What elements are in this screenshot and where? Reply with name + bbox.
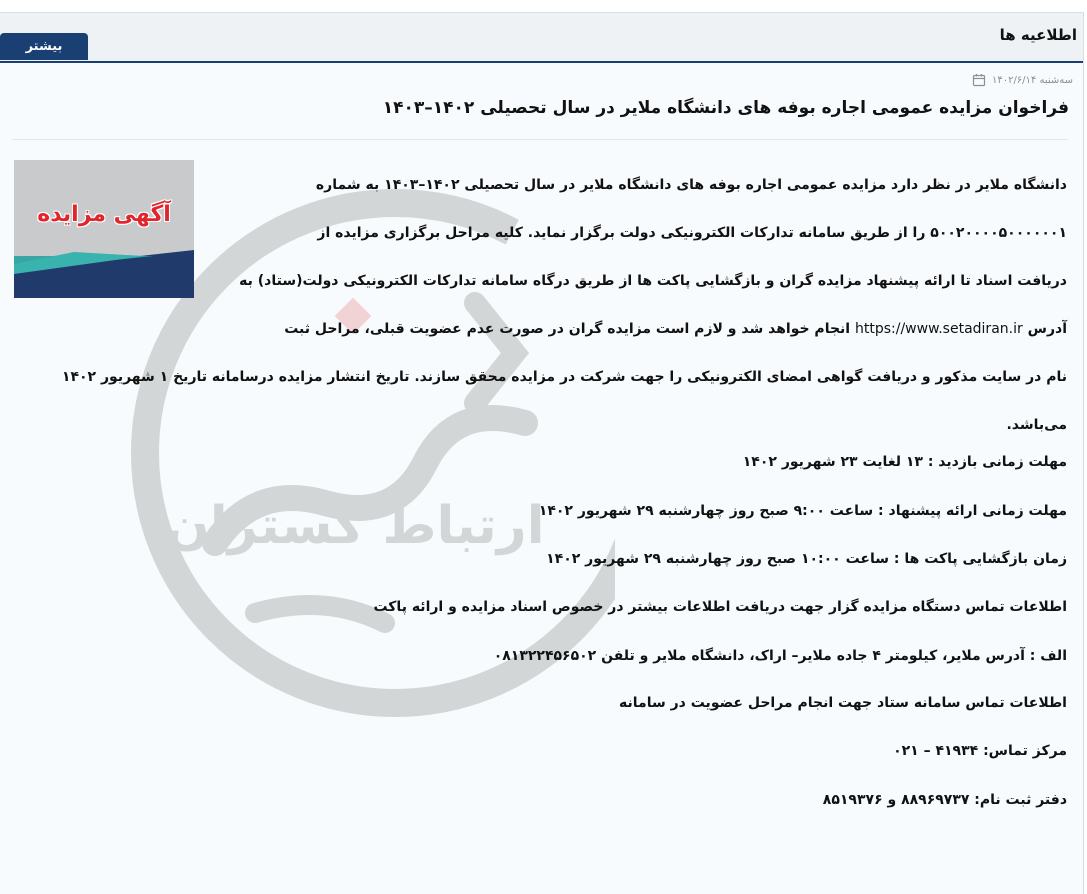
title-divider <box>12 139 1068 140</box>
contact-info-heading: اطلاعات تماس دستگاه مزایده گزار جهت دریافت اطلاعات بیشتر در خصوص اسناد مزایده و ارائه پاکت <box>373 599 1067 615</box>
post-body <box>11 161 1067 449</box>
visit-deadline: مهلت زمانی بازدید : ۱۳ لغایت ۲۳ شهریور ۱۴۰۲ <box>742 454 1067 470</box>
paragraph-line-2: ۵۰۰۲۰۰۰۰۵۰۰۰۰۰۰۱ را از طریق سامانه تدارکات الکترونیکی دولت برگزار نماید. کلیه مراحل برگزاری مزایده از <box>317 225 1067 241</box>
paragraph-line-4-text: انجام خواهد شد و لازم است مزایده گران در صورت عدم عضویت قبلی، مراحل ثبت <box>284 321 851 337</box>
paragraph-line-3: دریافت اسناد تا ارائه پیشنهاد مزایده گران و بازگشایی پاکت ها از طریق درگاه سامانه تدارکات الکترونیکی دولت(ستاد) به <box>239 273 1067 289</box>
setad-contact-heading: اطلاعات تماس سامانه ستاد جهت انجام مراحل عضویت در سامانه <box>619 695 1067 711</box>
call-center: مرکز تماس: ۴۱۹۳۴ – ۰۲۱ <box>893 743 1067 759</box>
paragraph-line-1: دانشگاه ملایر در نظر دارد مزایده عمومی اجاره بوفه های دانشگاه ملایر در سال تحصیلی ۱۴۰۲–۱۴۰۳ به شماره <box>315 177 1067 193</box>
address-label: آدرس <box>1027 321 1067 337</box>
more-button[interactable]: بیشتر <box>0 33 88 60</box>
university-address: الف : آدرس ملایر، کیلومتر ۴ جاده ملایر– اراک، دانشگاه ملایر و تلفن ۰۸۱۳۲۲۴۵۶۵۰۲ <box>493 648 1067 664</box>
panel-title: اطلاعیه ها <box>999 26 1077 44</box>
watermark-logo-text: ارتباط گستران <box>165 496 545 556</box>
paragraph-line-4 <box>195 305 1067 353</box>
thumbnail-caption: آگهی مزایده <box>37 202 171 227</box>
post-date-row <box>972 72 1073 88</box>
announcements-panel <box>0 12 1084 894</box>
proposal-deadline: مهلت زمانی ارائه پیشنهاد : ساعت ۹:۰۰ صبح روز چهارشنبه ۲۹ شهریور ۱۴۰۲ <box>538 503 1067 519</box>
calendar-icon <box>972 73 986 87</box>
registration-office: دفتر ثبت نام: ۸۸۹۶۹۷۳۷ و ۸۵۱۹۳۷۶ <box>822 792 1067 808</box>
opening-time: زمان بازگشایی پاکت ها : ساعت ۱۰:۰۰ صبح روز چهارشنبه ۲۹ شهریور ۱۴۰۲ <box>546 551 1067 567</box>
panel-header <box>0 13 1083 63</box>
post-title[interactable]: فراخوان مزایده عمومی اجاره بوفه های دانشگاه ملایر در سال تحصیلی ۱۴۰۲–۱۴۰۳ <box>382 98 1069 118</box>
post-paragraph <box>11 161 1067 449</box>
setad-link[interactable]: https://www.setadiran.ir <box>854 321 1023 337</box>
paragraph-line-6: می‌باشد. <box>1006 417 1067 433</box>
post-date: سه‌شنبه ۱۴۰۲/۶/۱۴ <box>991 74 1073 86</box>
paragraph-line-5: نام در سایت مذکور و دریافت گواهی امضای الکترونیکی را جهت شرکت در مزایده محقق سازند. تاریخ انتشار مزایده درسامانه تاریخ ۱ شهریور ۱۴۰۲ <box>61 369 1067 385</box>
